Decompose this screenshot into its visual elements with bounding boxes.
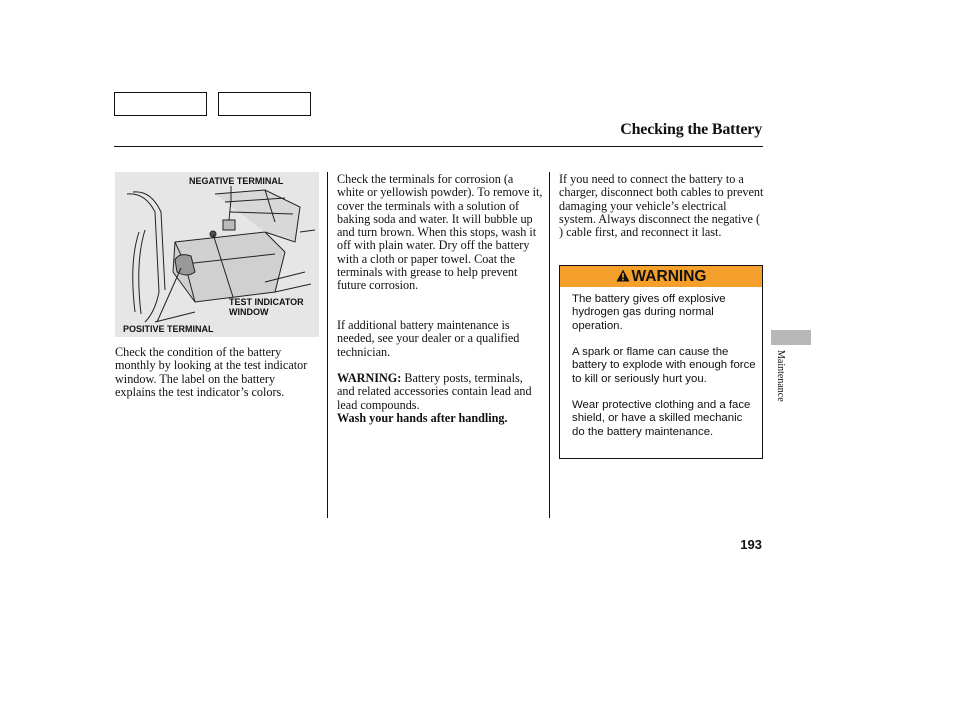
section-label: Maintenance: [775, 350, 786, 402]
col2-paragraph-1: Check the terminals for corrosion (a white or yellowish powder). To remove it, cover the terminals with a solution of baking soda and water. It will bubble up and turn brown. When this stops, wash it off with plain water. Dry off the battery with a cloth or paper towel. Coat the terminals with grease to help prevent future corrosion.: [337, 172, 543, 293]
nav-button-previous[interactable]: [114, 92, 207, 116]
warning-item-1: The battery gives off explosive hydrogen gas during normal operation.: [572, 293, 726, 332]
warning-box: [559, 265, 763, 459]
negative-terminal-label: NEGATIVE TERMINAL: [189, 176, 284, 186]
warning-header-text: WARNING: [631, 268, 707, 285]
nav-button-next[interactable]: [218, 92, 311, 116]
column-divider-2: [549, 172, 550, 518]
column-divider-1: [327, 172, 328, 518]
col2-paragraph-2: If additional battery maintenance is needed, see your dealer or a qualified technician.: [337, 318, 520, 359]
title-rule: [114, 146, 763, 147]
warning-item-3: Wear protective clothing and a face shield, or have a skilled mechanic do the battery maintenance.: [572, 399, 751, 438]
col1-paragraph: Check the condition of the battery monthly by looking at the test indicator window. The label on the battery explains the test indicator’s colors.: [115, 345, 308, 399]
positive-terminal-label: POSITIVE TERMINAL: [123, 324, 214, 334]
test-indicator-label-line1: TEST INDICATOR: [229, 297, 304, 307]
page-title: Checking the Battery: [620, 121, 762, 138]
warning-text: Battery posts, terminals, and related accessories contain lead and lead compounds.: [337, 371, 532, 412]
warning-triangle-icon: [616, 269, 630, 282]
page-number: 193: [740, 537, 762, 552]
col2-warning-paragraph: [337, 372, 543, 425]
test-indicator-label-line2: WINDOW: [229, 307, 269, 317]
battery-illustration: [115, 172, 319, 337]
wash-hands-text: Wash your hands after handling.: [337, 410, 508, 425]
warning-header: [560, 266, 762, 287]
warning-label: WARNING:: [337, 371, 402, 385]
battery-drawing-icon: [115, 172, 319, 337]
col3-paragraph: If you need to connect the battery to a charger, disconnect both cables to prevent damaging your vehicle’s electrical system. Always disconnect the negative ( ) cable first, and reconnect it last.: [559, 172, 764, 240]
warning-item-2: A spark or flame can cause the battery to explode with enough force to kill or seriously hurt you.: [572, 346, 756, 385]
section-tab[interactable]: [771, 330, 811, 345]
